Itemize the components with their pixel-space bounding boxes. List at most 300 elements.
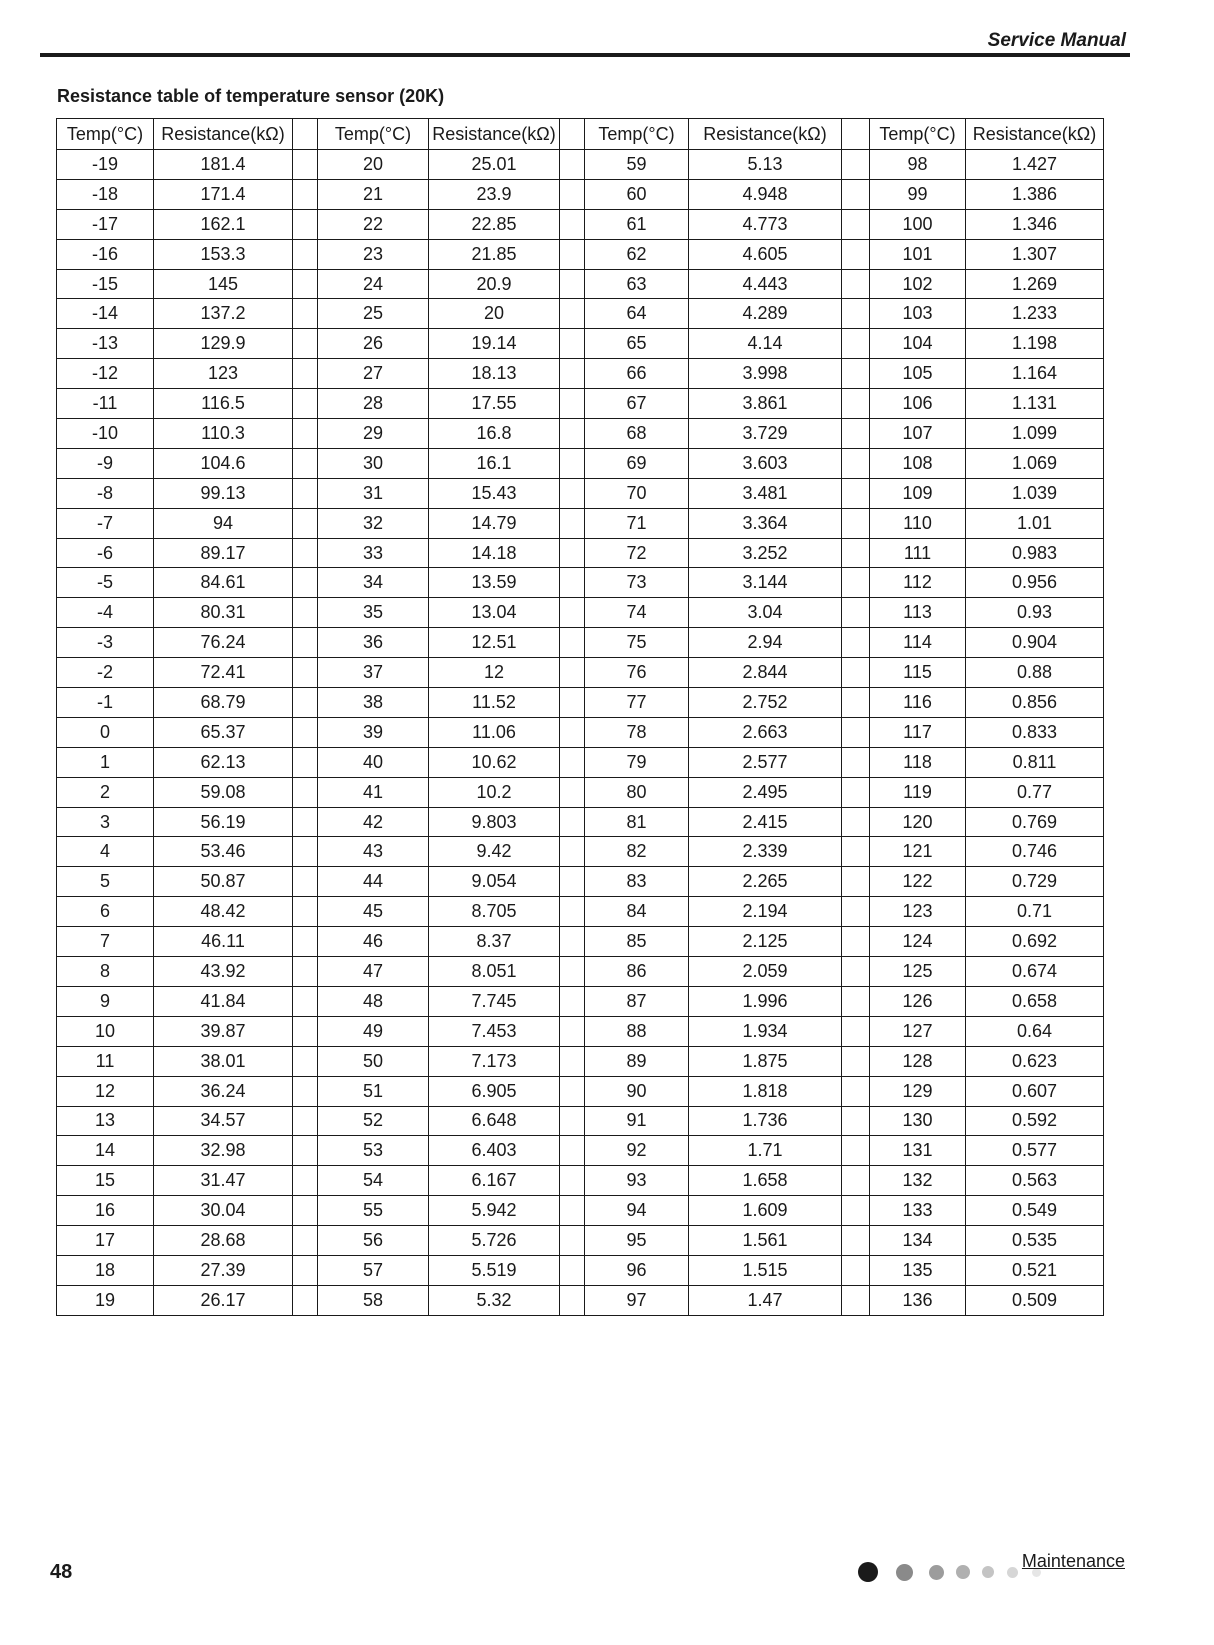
temp-cell: 25 bbox=[318, 299, 429, 329]
table-row bbox=[57, 747, 1104, 777]
temp-cell: 133 bbox=[870, 1196, 966, 1226]
temp-cell: 122 bbox=[870, 867, 966, 897]
table-row bbox=[57, 807, 1104, 837]
temp-cell: -17 bbox=[57, 209, 154, 239]
column-gap bbox=[293, 508, 318, 538]
temp-cell: -5 bbox=[57, 568, 154, 598]
temp-cell: 82 bbox=[585, 837, 689, 867]
column-gap bbox=[842, 747, 870, 777]
temp-cell: 112 bbox=[870, 568, 966, 598]
temp-cell: 45 bbox=[318, 897, 429, 927]
table-row bbox=[57, 508, 1104, 538]
temp-cell: 48 bbox=[318, 986, 429, 1016]
temp-cell: 55 bbox=[318, 1196, 429, 1226]
temp-cell: 50 bbox=[318, 1046, 429, 1076]
temp-cell: 128 bbox=[870, 1046, 966, 1076]
table-row bbox=[57, 837, 1104, 867]
temp-cell: 15 bbox=[57, 1166, 154, 1196]
table-row bbox=[57, 777, 1104, 807]
temp-cell: 136 bbox=[870, 1285, 966, 1315]
temp-cell: 129 bbox=[870, 1076, 966, 1106]
column-gap bbox=[293, 598, 318, 628]
resistance-cell: 1.164 bbox=[966, 359, 1104, 389]
resistance-cell: 76.24 bbox=[154, 628, 293, 658]
column-gap bbox=[293, 1226, 318, 1256]
temp-cell: 68 bbox=[585, 419, 689, 449]
resistance-cell: 137.2 bbox=[154, 299, 293, 329]
table-row bbox=[57, 688, 1104, 718]
temp-cell: -19 bbox=[57, 150, 154, 180]
column-gap bbox=[560, 389, 585, 419]
footer-section-label: Maintenance bbox=[1021, 1551, 1125, 1571]
resistance-cell: 1.561 bbox=[689, 1226, 842, 1256]
table-row bbox=[57, 1136, 1104, 1166]
resistance-cell: 21.85 bbox=[429, 239, 560, 269]
column-gap bbox=[560, 1255, 585, 1285]
column-gap bbox=[842, 717, 870, 747]
column-gap bbox=[842, 1226, 870, 1256]
temp-cell: 9 bbox=[57, 986, 154, 1016]
column-gap bbox=[293, 239, 318, 269]
temp-cell: 37 bbox=[318, 658, 429, 688]
temp-cell: 88 bbox=[585, 1016, 689, 1046]
temp-cell: -1 bbox=[57, 688, 154, 718]
temp-cell: -15 bbox=[57, 269, 154, 299]
table-row bbox=[57, 299, 1104, 329]
column-gap bbox=[560, 986, 585, 1016]
resistance-cell: 3.729 bbox=[689, 419, 842, 449]
resistance-cell: 171.4 bbox=[154, 179, 293, 209]
column-gap bbox=[293, 658, 318, 688]
column-gap bbox=[293, 807, 318, 837]
temp-cell: 41 bbox=[318, 777, 429, 807]
resistance-cell: 3.998 bbox=[689, 359, 842, 389]
resistance-header: Resistance(kΩ) bbox=[966, 119, 1104, 150]
temp-cell: 23 bbox=[318, 239, 429, 269]
temp-cell: 97 bbox=[585, 1285, 689, 1315]
temp-cell: 54 bbox=[318, 1166, 429, 1196]
temp-cell: 108 bbox=[870, 448, 966, 478]
temp-cell: 81 bbox=[585, 807, 689, 837]
temp-cell: 85 bbox=[585, 927, 689, 957]
temp-cell: 66 bbox=[585, 359, 689, 389]
resistance-cell: 11.52 bbox=[429, 688, 560, 718]
temp-cell: 135 bbox=[870, 1255, 966, 1285]
temp-cell: 46 bbox=[318, 927, 429, 957]
column-gap bbox=[560, 688, 585, 718]
resistance-cell: 6.167 bbox=[429, 1166, 560, 1196]
resistance-cell: 2.577 bbox=[689, 747, 842, 777]
temp-cell: 124 bbox=[870, 927, 966, 957]
resistance-cell: 3.04 bbox=[689, 598, 842, 628]
column-gap bbox=[842, 119, 870, 150]
resistance-header: Resistance(kΩ) bbox=[154, 119, 293, 150]
temp-cell: 118 bbox=[870, 747, 966, 777]
page-number: 48 bbox=[50, 1561, 73, 1583]
temp-cell: 115 bbox=[870, 658, 966, 688]
resistance-cell: 11.06 bbox=[429, 717, 560, 747]
column-gap bbox=[293, 538, 318, 568]
resistance-cell: 1.099 bbox=[966, 419, 1104, 449]
temp-cell: 26 bbox=[318, 329, 429, 359]
resistance-cell: 0.93 bbox=[966, 598, 1104, 628]
temp-cell: 114 bbox=[870, 628, 966, 658]
table-row bbox=[57, 1285, 1104, 1315]
header-title: Service Manual bbox=[987, 30, 1126, 51]
temp-cell: 104 bbox=[870, 329, 966, 359]
temp-header: Temp(°C) bbox=[585, 119, 689, 150]
table-row bbox=[57, 1016, 1104, 1046]
resistance-cell: 34.57 bbox=[154, 1106, 293, 1136]
temp-cell: 116 bbox=[870, 688, 966, 718]
temp-cell: -4 bbox=[57, 598, 154, 628]
temp-cell: 62 bbox=[585, 239, 689, 269]
column-gap bbox=[293, 867, 318, 897]
temp-cell: 6 bbox=[57, 897, 154, 927]
column-gap bbox=[560, 957, 585, 987]
column-gap bbox=[560, 179, 585, 209]
temp-cell: 72 bbox=[585, 538, 689, 568]
temp-cell: 36 bbox=[318, 628, 429, 658]
resistance-header: Resistance(kΩ) bbox=[689, 119, 842, 150]
column-gap bbox=[293, 1136, 318, 1166]
column-gap bbox=[560, 568, 585, 598]
resistance-cell: 18.13 bbox=[429, 359, 560, 389]
resistance-cell: 80.31 bbox=[154, 598, 293, 628]
resistance-cell: 0.77 bbox=[966, 777, 1104, 807]
column-gap bbox=[293, 359, 318, 389]
column-gap bbox=[560, 897, 585, 927]
column-gap bbox=[293, 478, 318, 508]
column-gap bbox=[842, 927, 870, 957]
temp-cell: 89 bbox=[585, 1046, 689, 1076]
column-gap bbox=[842, 1136, 870, 1166]
resistance-cell: 10.62 bbox=[429, 747, 560, 777]
temp-cell: 51 bbox=[318, 1076, 429, 1106]
resistance-cell: 2.94 bbox=[689, 628, 842, 658]
table-row bbox=[57, 1106, 1104, 1136]
resistance-cell: 6.648 bbox=[429, 1106, 560, 1136]
resistance-cell: 43.92 bbox=[154, 957, 293, 987]
temp-cell: 56 bbox=[318, 1226, 429, 1256]
resistance-cell: 1.47 bbox=[689, 1285, 842, 1315]
resistance-cell: 1.658 bbox=[689, 1166, 842, 1196]
resistance-table bbox=[56, 118, 1104, 1316]
column-gap bbox=[560, 1226, 585, 1256]
column-gap bbox=[842, 1106, 870, 1136]
resistance-cell: 0.658 bbox=[966, 986, 1104, 1016]
temp-cell: 103 bbox=[870, 299, 966, 329]
resistance-cell: 1.996 bbox=[689, 986, 842, 1016]
resistance-cell: 14.79 bbox=[429, 508, 560, 538]
table-row bbox=[57, 568, 1104, 598]
temp-cell: 21 bbox=[318, 179, 429, 209]
temp-cell: 109 bbox=[870, 478, 966, 508]
resistance-cell: 1.609 bbox=[689, 1196, 842, 1226]
resistance-cell: 0.811 bbox=[966, 747, 1104, 777]
column-gap bbox=[560, 538, 585, 568]
progress-dot bbox=[858, 1562, 878, 1582]
resistance-cell: 0.983 bbox=[966, 538, 1104, 568]
column-gap bbox=[842, 986, 870, 1016]
column-gap bbox=[842, 807, 870, 837]
temp-cell: 86 bbox=[585, 957, 689, 987]
table-row bbox=[57, 658, 1104, 688]
resistance-cell: 84.61 bbox=[154, 568, 293, 598]
temp-cell: 110 bbox=[870, 508, 966, 538]
resistance-cell: 1.233 bbox=[966, 299, 1104, 329]
resistance-cell: 15.43 bbox=[429, 478, 560, 508]
temp-cell: 8 bbox=[57, 957, 154, 987]
resistance-cell: 62.13 bbox=[154, 747, 293, 777]
temp-cell: 64 bbox=[585, 299, 689, 329]
temp-cell: 113 bbox=[870, 598, 966, 628]
temp-cell: -13 bbox=[57, 329, 154, 359]
temp-cell: 96 bbox=[585, 1255, 689, 1285]
resistance-cell: 20 bbox=[429, 299, 560, 329]
resistance-cell: 25.01 bbox=[429, 150, 560, 180]
resistance-cell: 4.14 bbox=[689, 329, 842, 359]
column-gap bbox=[842, 777, 870, 807]
column-gap bbox=[560, 1076, 585, 1106]
resistance-cell: 94 bbox=[154, 508, 293, 538]
resistance-cell: 9.803 bbox=[429, 807, 560, 837]
column-gap bbox=[293, 628, 318, 658]
temp-cell: 117 bbox=[870, 717, 966, 747]
column-gap bbox=[293, 1016, 318, 1046]
temp-cell: 53 bbox=[318, 1136, 429, 1166]
column-gap bbox=[560, 837, 585, 867]
temp-cell: 95 bbox=[585, 1226, 689, 1256]
resistance-cell: 1.875 bbox=[689, 1046, 842, 1076]
resistance-cell: 48.42 bbox=[154, 897, 293, 927]
progress-dots bbox=[858, 1560, 1041, 1584]
temp-cell: 52 bbox=[318, 1106, 429, 1136]
column-gap bbox=[293, 299, 318, 329]
column-gap bbox=[560, 419, 585, 449]
column-gap bbox=[842, 359, 870, 389]
resistance-cell: 5.32 bbox=[429, 1285, 560, 1315]
column-gap bbox=[842, 419, 870, 449]
column-gap bbox=[293, 269, 318, 299]
column-gap bbox=[842, 179, 870, 209]
resistance-cell: 153.3 bbox=[154, 239, 293, 269]
temp-cell: -18 bbox=[57, 179, 154, 209]
resistance-header: Resistance(kΩ) bbox=[429, 119, 560, 150]
column-gap bbox=[842, 329, 870, 359]
resistance-cell: 1.346 bbox=[966, 209, 1104, 239]
resistance-cell: 0.563 bbox=[966, 1166, 1104, 1196]
column-gap bbox=[293, 179, 318, 209]
column-gap bbox=[842, 478, 870, 508]
temp-cell: 92 bbox=[585, 1136, 689, 1166]
resistance-cell: 50.87 bbox=[154, 867, 293, 897]
resistance-cell: 2.194 bbox=[689, 897, 842, 927]
table-body bbox=[57, 150, 1104, 1316]
column-gap bbox=[842, 837, 870, 867]
temp-header: Temp(°C) bbox=[870, 119, 966, 150]
temp-cell: 80 bbox=[585, 777, 689, 807]
column-gap bbox=[842, 389, 870, 419]
table-header-row bbox=[57, 119, 1104, 150]
temp-cell: 75 bbox=[585, 628, 689, 658]
temp-cell: 18 bbox=[57, 1255, 154, 1285]
column-gap bbox=[560, 717, 585, 747]
table-title: Resistance table of temperature sensor (20K) bbox=[57, 86, 445, 106]
column-gap bbox=[560, 299, 585, 329]
temp-cell: -11 bbox=[57, 389, 154, 419]
resistance-cell: 2.752 bbox=[689, 688, 842, 718]
resistance-cell: 68.79 bbox=[154, 688, 293, 718]
table-row bbox=[57, 389, 1104, 419]
resistance-cell: 1.01 bbox=[966, 508, 1104, 538]
resistance-cell: 5.13 bbox=[689, 150, 842, 180]
temp-cell: 33 bbox=[318, 538, 429, 568]
resistance-cell: 59.08 bbox=[154, 777, 293, 807]
column-gap bbox=[842, 448, 870, 478]
resistance-cell: 56.19 bbox=[154, 807, 293, 837]
column-gap bbox=[560, 628, 585, 658]
column-gap bbox=[293, 1046, 318, 1076]
column-gap bbox=[293, 1106, 318, 1136]
resistance-cell: 116.5 bbox=[154, 389, 293, 419]
column-gap bbox=[842, 1255, 870, 1285]
temp-cell: 120 bbox=[870, 807, 966, 837]
column-gap bbox=[842, 1076, 870, 1106]
column-gap bbox=[560, 1136, 585, 1166]
resistance-cell: 16.1 bbox=[429, 448, 560, 478]
temp-cell: 13 bbox=[57, 1106, 154, 1136]
column-gap bbox=[560, 448, 585, 478]
temp-cell: 22 bbox=[318, 209, 429, 239]
progress-dot bbox=[956, 1565, 970, 1579]
resistance-cell: 3.364 bbox=[689, 508, 842, 538]
column-gap bbox=[560, 598, 585, 628]
resistance-cell: 8.705 bbox=[429, 897, 560, 927]
temp-cell: 70 bbox=[585, 478, 689, 508]
resistance-cell: 9.054 bbox=[429, 867, 560, 897]
resistance-cell: 6.905 bbox=[429, 1076, 560, 1106]
resistance-cell: 14.18 bbox=[429, 538, 560, 568]
temp-cell: -16 bbox=[57, 239, 154, 269]
resistance-cell: 0.88 bbox=[966, 658, 1104, 688]
resistance-cell: 16.8 bbox=[429, 419, 560, 449]
column-gap bbox=[560, 1106, 585, 1136]
temp-cell: 123 bbox=[870, 897, 966, 927]
column-gap bbox=[842, 568, 870, 598]
column-gap bbox=[842, 299, 870, 329]
resistance-cell: 2.415 bbox=[689, 807, 842, 837]
resistance-cell: 12.51 bbox=[429, 628, 560, 658]
resistance-cell: 46.11 bbox=[154, 927, 293, 957]
resistance-cell: 5.726 bbox=[429, 1226, 560, 1256]
resistance-cell: 53.46 bbox=[154, 837, 293, 867]
header-rule bbox=[40, 53, 1130, 57]
resistance-cell: 0.521 bbox=[966, 1255, 1104, 1285]
temp-cell: 102 bbox=[870, 269, 966, 299]
column-gap bbox=[560, 777, 585, 807]
column-gap bbox=[842, 1016, 870, 1046]
temp-cell: 63 bbox=[585, 269, 689, 299]
temp-cell: 57 bbox=[318, 1255, 429, 1285]
temp-cell: 132 bbox=[870, 1166, 966, 1196]
column-gap bbox=[293, 209, 318, 239]
temp-cell: 105 bbox=[870, 359, 966, 389]
resistance-cell: 3.252 bbox=[689, 538, 842, 568]
resistance-cell: 0.71 bbox=[966, 897, 1104, 927]
resistance-cell: 2.339 bbox=[689, 837, 842, 867]
progress-dot bbox=[1007, 1567, 1018, 1578]
resistance-cell: 4.443 bbox=[689, 269, 842, 299]
resistance-cell: 1.269 bbox=[966, 269, 1104, 299]
temp-cell: 69 bbox=[585, 448, 689, 478]
resistance-cell: 0.535 bbox=[966, 1226, 1104, 1256]
table-row bbox=[57, 1166, 1104, 1196]
column-gap bbox=[842, 1196, 870, 1226]
temp-cell: 12 bbox=[57, 1076, 154, 1106]
resistance-cell: 0.769 bbox=[966, 807, 1104, 837]
temp-cell: 91 bbox=[585, 1106, 689, 1136]
column-gap bbox=[560, 658, 585, 688]
temp-cell: 83 bbox=[585, 867, 689, 897]
resistance-cell: 72.41 bbox=[154, 658, 293, 688]
resistance-cell: 1.131 bbox=[966, 389, 1104, 419]
temp-cell: 101 bbox=[870, 239, 966, 269]
column-gap bbox=[560, 359, 585, 389]
temp-cell: 127 bbox=[870, 1016, 966, 1046]
resistance-cell: 110.3 bbox=[154, 419, 293, 449]
column-gap bbox=[293, 1196, 318, 1226]
temp-header: Temp(°C) bbox=[57, 119, 154, 150]
progress-dot bbox=[982, 1566, 994, 1578]
table-row bbox=[57, 986, 1104, 1016]
resistance-cell: 2.125 bbox=[689, 927, 842, 957]
table-row bbox=[57, 1076, 1104, 1106]
temp-cell: 125 bbox=[870, 957, 966, 987]
resistance-cell: 0.692 bbox=[966, 927, 1104, 957]
column-gap bbox=[560, 1016, 585, 1046]
resistance-cell: 1.039 bbox=[966, 478, 1104, 508]
resistance-cell: 38.01 bbox=[154, 1046, 293, 1076]
table-row bbox=[57, 1255, 1104, 1285]
resistance-cell: 2.495 bbox=[689, 777, 842, 807]
resistance-cell: 20.9 bbox=[429, 269, 560, 299]
temp-cell: 71 bbox=[585, 508, 689, 538]
resistance-cell: 1.307 bbox=[966, 239, 1104, 269]
column-gap bbox=[842, 957, 870, 987]
resistance-cell: 27.39 bbox=[154, 1255, 293, 1285]
temp-cell: -6 bbox=[57, 538, 154, 568]
table-row bbox=[57, 598, 1104, 628]
temp-cell: 94 bbox=[585, 1196, 689, 1226]
column-gap bbox=[842, 1046, 870, 1076]
temp-cell: 106 bbox=[870, 389, 966, 419]
temp-cell: 93 bbox=[585, 1166, 689, 1196]
temp-cell: 16 bbox=[57, 1196, 154, 1226]
column-gap bbox=[842, 658, 870, 688]
progress-dot bbox=[929, 1565, 944, 1580]
table-row bbox=[57, 179, 1104, 209]
resistance-cell: 31.47 bbox=[154, 1166, 293, 1196]
temp-cell: 58 bbox=[318, 1285, 429, 1315]
column-gap bbox=[560, 1285, 585, 1315]
resistance-cell: 2.059 bbox=[689, 957, 842, 987]
table-row bbox=[57, 628, 1104, 658]
resistance-cell: 30.04 bbox=[154, 1196, 293, 1226]
temp-cell: 134 bbox=[870, 1226, 966, 1256]
resistance-cell: 1.198 bbox=[966, 329, 1104, 359]
column-gap bbox=[560, 478, 585, 508]
